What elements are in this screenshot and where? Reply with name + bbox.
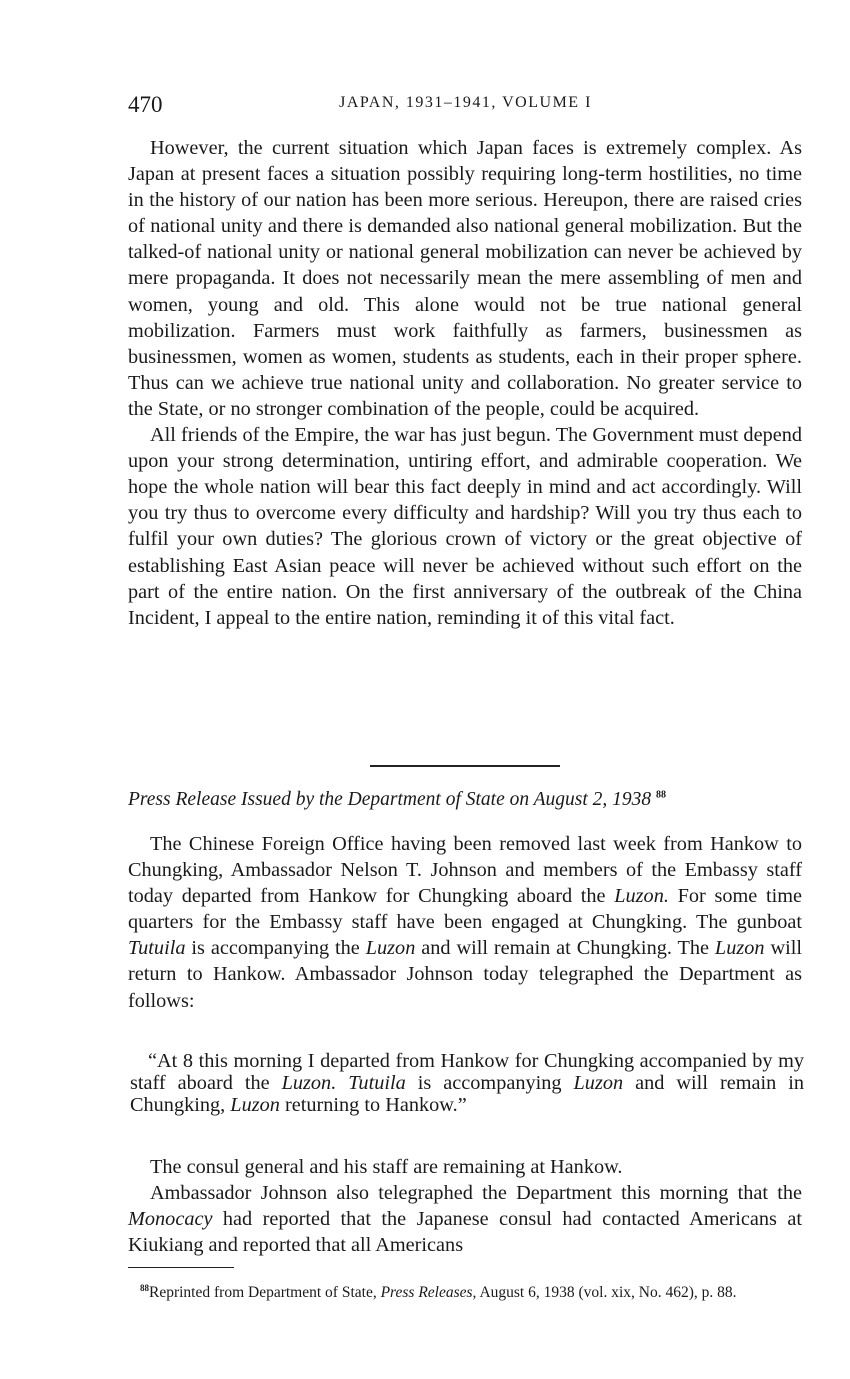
text-run: and will remain at Chungking. The [415,937,715,960]
page-header [128,92,803,122]
ship-name: Luzon [230,1094,280,1116]
ship-name: Luzon. [281,1072,337,1094]
paragraph-national-unity: However, the current situation which Japan faces is extremely complex. As Japan at present faces a situation possibly requiring long-term hostilities, no time in the history of our nation has been more serious. Hereupon, there are raised cries of national unity and there is demanded also national general mobilization. But the talked-of national unity or national general mobilization can never be achieved by mere propaganda. It does not necessarily mean the mere assembling of men and women, young and old. This alone would not be true national general mobilization. Farmers must work faithfully as farmers, businessmen as businessmen, women as women, students as students, each in their proper sphere. Thus can we achieve true national unity and collaboration. No greater service to the State, or no stronger combination of the people, could be acquired. [128,137,802,420]
footnote-reference: 88 [656,789,667,801]
text-run: will return to Hankow. Ambassador Johnson today telegraphed the Department as follows: [128,937,802,1012]
text-run: “At 8 this morning I departed from Hankow for Chungking accompanied by my staff aboard the [130,1050,804,1094]
paragraph-embassy-move [128,831,802,1014]
footnote-marker: 88 [140,1283,149,1293]
text-run [336,1072,348,1094]
ship-name: Tutuila [128,937,186,960]
text-run: had reported that the Japanese consul had contacted Americans at Kiukiang and reported that all Americans [128,1208,802,1257]
footnote-divider [128,1267,234,1268]
footnote-text [128,1278,808,1303]
page-number: 470 [128,92,163,117]
press-release-body [128,831,802,1014]
section-heading-text: Press Release Issued by the Department of State on August 2, 1938 [128,789,652,810]
telegram-quote [130,1050,804,1116]
ship-name: Luzon [573,1072,624,1094]
text-run: is accompanying the [185,937,366,960]
running-head: JAPAN, 1931–1941, VOLUME I [339,94,592,111]
text-run: Ambassador Johnson also telegraphed the Department this morning that the [150,1182,802,1205]
paragraph-consul: The consul general and his staff are remaining at Hankow. [150,1156,623,1178]
ship-name: Luzon. [614,885,669,908]
ship-name: Luzon [365,937,416,960]
text-run: For some time quarters for the Embassy staff have been engaged at Chungking. The gunboat [128,885,802,934]
text-run: August 6, 1938 (vol. xix, No. 462), p. 88. [476,1284,737,1302]
section-heading [128,789,828,811]
ship-name: Luzon [714,937,765,960]
paragraph-monocacy [128,1180,802,1258]
footnote [128,1278,808,1303]
text-run: Reprinted from Department of State, [149,1284,381,1302]
ship-name: Monocacy [128,1208,213,1231]
paragraph-appeal: All friends of the Empire, the war has just begun. The Government must depend upon your strong determination, untiring effort, and admirable cooperation. We hope the whole nation will bear this fact deeply in mind and act accordingly. Will you try thus to overcome every difficulty and hardship? Will you try thus each to fulfil your own duties? The glorious crown of victory or the great objective of establishing East Asian peace will never be achieved without such effort on the part of the entire nation. On the first anniversary of the outbreak of the China Incident, I appeal to the entire nation, reminding it of this vital fact. [128,424,802,629]
section-divider [370,765,560,767]
quote-paragraph [130,1050,804,1116]
speech-continuation [128,135,802,631]
ship-name: Tutuila [348,1072,406,1094]
publication-title: Press Releases, [380,1284,477,1302]
text-run: The Chinese Foreign Office having been removed last week from Hankow to Chungking, Ambassador Nelson T. Johnson and members of the Embassy staff today departed from Hankow for Chungking aboard the [128,833,802,908]
press-release-continuation [128,1154,802,1258]
text-run: and will remain in Chungking, [130,1072,805,1116]
text-run: is accompanying [405,1072,574,1094]
text-run: returning to Hankow.” [279,1094,467,1116]
